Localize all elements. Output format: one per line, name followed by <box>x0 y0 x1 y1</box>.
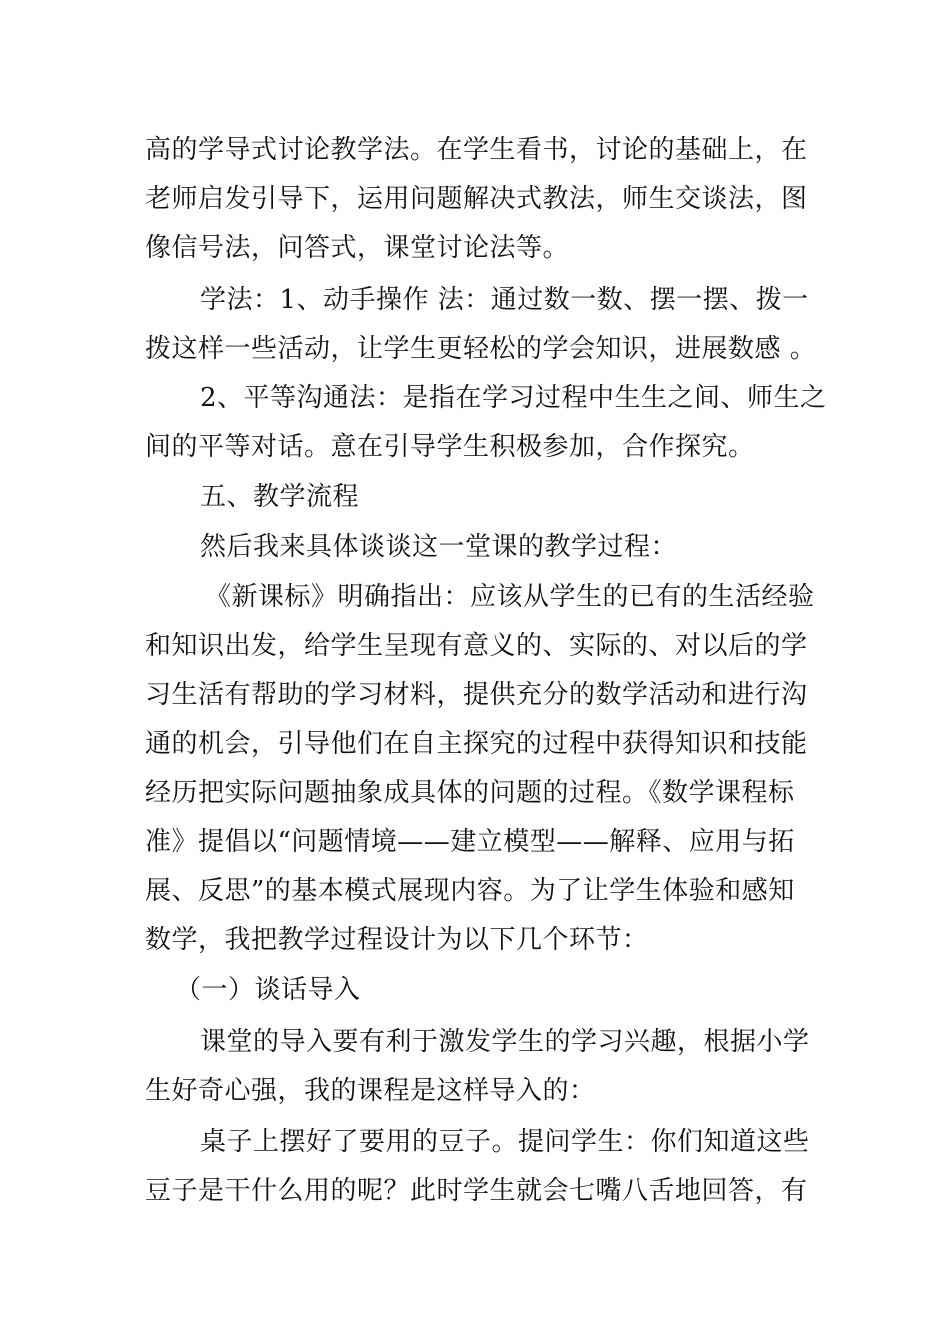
text-line: 课堂的导入要有利于激发学生的学习兴趣，根据小学 <box>200 1027 810 1057</box>
text-line: 《新课标》明确指出：应该从学生的已有的生活经验 <box>205 582 815 612</box>
text-line: 展、反思”的基本模式展现内容。为了让学生体验和感知 <box>145 876 795 906</box>
text-line: 豆子是干什么用的呢？此时学生就会七嘴八舌地回答，有 <box>145 1176 808 1206</box>
text-line: 学法：1、动手操作 法：通过数一数、摆一摆、拨一 <box>200 285 809 315</box>
text-line: 生好奇心强，我的课程是这样导入的： <box>145 1076 596 1106</box>
text-line: 和知识出发，给学生呈现有意义的、实际的、对以后的学 <box>145 631 808 661</box>
text-line: 拨这样一些活动，让学生更轻松的学会知识，进展数感 。 <box>145 334 817 364</box>
section-heading: 五、教学流程 <box>200 482 360 512</box>
text-line: 准》提倡以“问题情境——建立模型——解释、应用与拓 <box>145 827 795 857</box>
text-line: 老师启发引导下，运用问题解决式教法，师生交谈法，图 <box>145 184 808 214</box>
text-line: 习生活有帮助的学习材料，提供充分的数学活动和进行沟 <box>145 680 808 710</box>
text-line: 经历把实际问题抽象成具体的问题的过程。《数学课程标 <box>145 778 795 808</box>
text-line: 然后我来具体谈谈这一堂课的教学过程： <box>200 532 678 562</box>
text-line: 间的平等对话。意在引导学生积极参加，合作探究。 <box>145 432 755 462</box>
text-line: 数学，我把教学过程设计为以下几个环节： <box>145 925 649 955</box>
subsection-heading: （一）谈话导入 <box>175 975 361 1005</box>
text-line: 像信号法，问答式，课堂讨论法等。 <box>145 233 570 263</box>
text-line: 2、平等沟通法：是指在学习过程中生生之间、师生之 <box>200 383 827 413</box>
text-line: 桌子上摆好了要用的豆子。提问学生：你们知道这些 <box>200 1127 810 1157</box>
text-line: 高的学导式讨论教学法。在学生看书，讨论的基础上，在 <box>145 135 808 165</box>
text-line: 通的机会，引导他们在自主探究的过程中获得知识和技能 <box>145 729 808 759</box>
